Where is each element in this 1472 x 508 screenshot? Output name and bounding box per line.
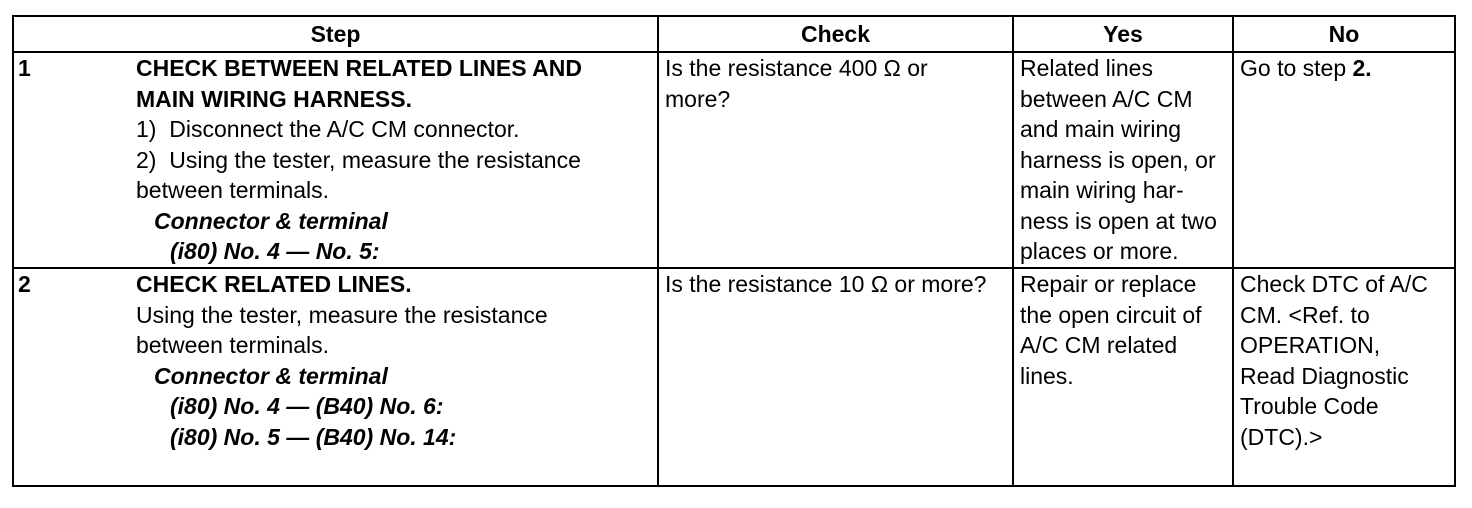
diagnostic-table — [12, 15, 1456, 487]
instruction-line: Using the tester, measure the resistance — [136, 301, 548, 328]
check-text: Is the resistance 400 Ω or — [665, 55, 928, 81]
instruction-line: between terminals. — [136, 332, 330, 358]
yes-line: lines. — [1020, 362, 1074, 389]
terminal-spec: (i80) No. 4 — No. 5: — [170, 238, 380, 264]
yes-line: main wiring har- — [1020, 177, 1184, 203]
step-cell — [13, 268, 658, 486]
header-row — [13, 16, 1455, 52]
connector-label: Connector & terminal — [154, 362, 388, 389]
no-cell — [1233, 268, 1455, 486]
yes-line: A/C CM related — [1020, 332, 1178, 358]
step-number: 1 — [18, 55, 31, 81]
step-title: CHECK BETWEEN RELATED LINES AND — [136, 55, 582, 81]
instruction-line: 1) Disconnect the A/C CM connector. — [136, 116, 520, 142]
table-row — [13, 268, 1455, 486]
no-line: CM. <Ref. to — [1240, 301, 1370, 328]
yes-line: Repair or replace — [1020, 271, 1197, 297]
yes-cell — [1013, 52, 1233, 268]
yes-line: Related lines — [1020, 55, 1153, 81]
step-cell — [13, 52, 658, 268]
connector-label: Connector & terminal — [154, 207, 388, 234]
yes-cell — [1013, 268, 1233, 486]
step-title: CHECK RELATED LINES. — [136, 271, 412, 297]
instruction-line: between terminals. — [136, 177, 330, 203]
step-number: 2 — [18, 271, 31, 297]
step-title-cont: MAIN WIRING HARNESS. — [136, 85, 412, 112]
check-cell — [658, 268, 1013, 486]
instruction-line: 2) Using the tester, measure the resistance — [136, 146, 581, 173]
no-line: Check DTC of A/C — [1240, 271, 1428, 297]
table-row — [13, 52, 1455, 268]
terminal-spec: (i80) No. 5 — (B40) No. 14: — [170, 423, 457, 450]
header-check: Check — [658, 16, 1013, 52]
no-line: Trouble Code — [1240, 393, 1379, 419]
no-step-ref: 2. — [1352, 55, 1372, 81]
yes-line: between A/C CM — [1020, 85, 1193, 112]
yes-line: and main wiring — [1020, 116, 1182, 142]
check-cell — [658, 52, 1013, 268]
no-text: Go to step — [1240, 55, 1353, 81]
no-line: OPERATION, — [1240, 332, 1381, 358]
header-yes: Yes — [1013, 16, 1233, 52]
yes-line: places or more. — [1020, 238, 1179, 264]
check-text-cont: more? — [665, 85, 731, 112]
step-body — [136, 53, 651, 267]
no-line — [1240, 53, 1448, 84]
terminal-spec: (i80) No. 4 — (B40) No. 6: — [170, 393, 444, 419]
yes-line: ness is open at two — [1020, 207, 1217, 234]
step-body — [136, 269, 651, 452]
yes-line: harness is open, or — [1020, 146, 1216, 173]
yes-line: the open circuit of — [1020, 301, 1202, 328]
check-text: Is the resistance 10 Ω or more? — [665, 271, 987, 297]
no-line: (DTC).> — [1240, 423, 1323, 450]
no-cell — [1233, 52, 1455, 268]
header-step: Step — [13, 16, 658, 52]
header-no: No — [1233, 16, 1455, 52]
no-line: Read Diagnostic — [1240, 362, 1409, 389]
